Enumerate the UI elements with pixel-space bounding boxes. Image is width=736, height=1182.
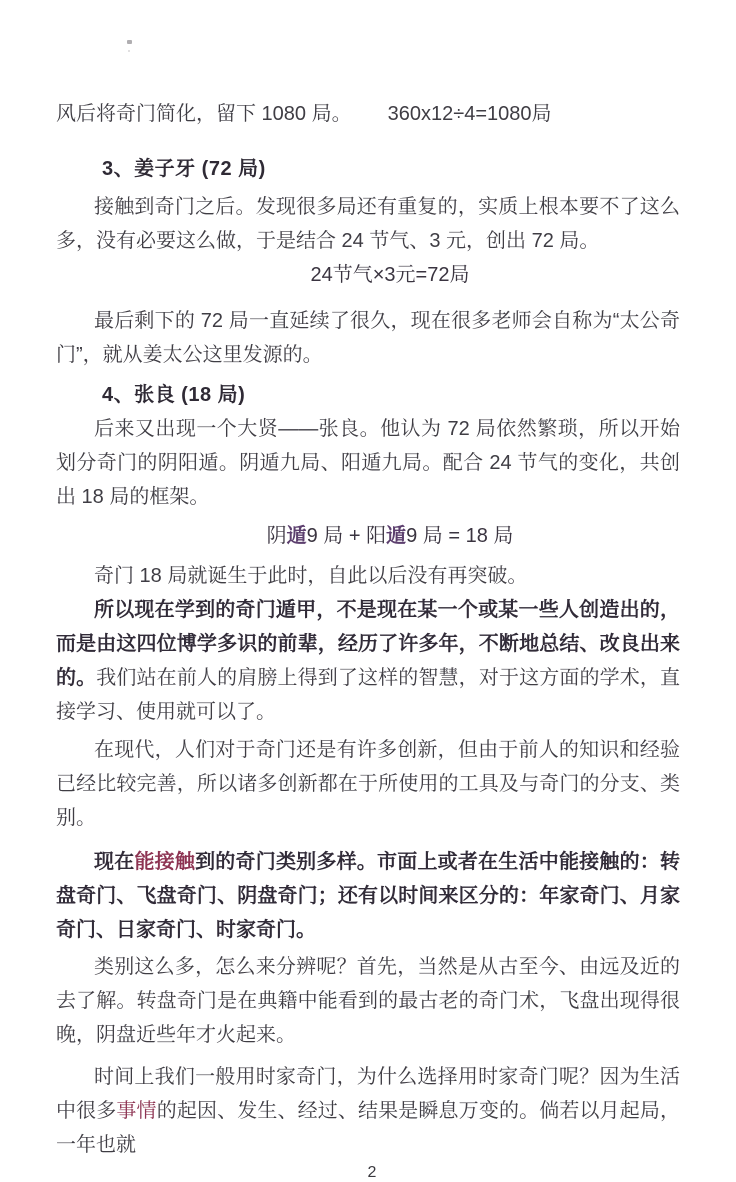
text-column bbox=[56, 0, 680, 1182]
time-segment-accent: 事情 bbox=[116, 1100, 157, 1122]
paragraph-jiangziya-intro: 接触到奇门之后。发现很多局还有重复的，实质上根本要不了这么多，没有必要这么做，于是结合 24 节气、3 元，创出 72 局。 bbox=[56, 196, 680, 252]
time-segment: 时间上我们一般用时家奇门，为什么选择用时家奇门呢？因为生活中很多 bbox=[56, 1066, 680, 1122]
categories-segment: 到的奇门类别多样。市面上或者在生活中能接触的：转盘奇门、飞盘奇门、阴盘奇门；还有以时间来区分的：年家奇门、月家奇门、日家奇门、时家奇门。 bbox=[56, 851, 681, 941]
section-heading-jiangziya: 3、姜子牙 (72 局) bbox=[102, 158, 266, 180]
paragraph-distinguish: 类别这么多，怎么来分辨呢？首先，当然是从古至今、由远及近的去了解。转盘奇门是在典籍中能看到的最古老的奇门术，飞盘出现得很晚，阴盘近些年才火起来。 bbox=[56, 956, 680, 1046]
paragraph-taigong: 最后剩下的 72 局一直延续了很久，现在很多老师会自称为“太公奇门”，就从姜太公这里发源的。 bbox=[56, 310, 680, 366]
paragraph-summary bbox=[56, 593, 680, 729]
intro-line bbox=[56, 97, 680, 131]
paragraph-18ju-birth: 奇门 18 局就诞生于此时，自此以后没有再突破。 bbox=[94, 565, 528, 587]
formula-1080: 360x12÷4=1080局 bbox=[387, 103, 552, 125]
summary-bold-text: 所以现在学到的奇门遁甲，不是现在某一个或某一些人创造出的，而是由这四位博学多识的前辈，经历了许多年，不断地总结、改良出来的。 bbox=[56, 599, 680, 689]
formula-72: 24节气×3元=72局 bbox=[310, 264, 470, 286]
paragraph-categories bbox=[56, 845, 680, 947]
formula-segment: 阴 bbox=[266, 525, 287, 547]
formula-18 bbox=[56, 519, 680, 553]
formula-segment: 9 局 + 阳 bbox=[306, 525, 387, 547]
formula-segment: 9 局 = 18 局 bbox=[406, 525, 514, 547]
formula-segment-dun: 遁 bbox=[386, 525, 407, 547]
formula-segment-dun: 遁 bbox=[286, 525, 307, 547]
paragraph-zhangliang-intro: 后来又出现一个大贤——张良。他认为 72 局依然繁琐，所以开始划分奇门的阴阳遁。阴遁九局、阳遁九局。配合 24 节气的变化，共创出 18 局的框架。 bbox=[56, 418, 680, 508]
paragraph-time-qimen bbox=[56, 1060, 680, 1162]
time-segment: 的起因、发生、经过、结果是瞬息万变的。倘若以月起局，一年也就 bbox=[56, 1100, 681, 1156]
paragraph-modern-innovation: 在现代，人们对于奇门还是有许多创新，但由于前人的知识和经验已经比较完善，所以诸多创新都在于所使用的工具及与奇门的分支、类别。 bbox=[56, 739, 680, 829]
categories-segment-accent: 能接触 bbox=[134, 851, 196, 873]
page-number: 2 bbox=[367, 1164, 377, 1181]
categories-segment: 现在 bbox=[94, 851, 135, 873]
summary-normal-text: 我们站在前人的肩膀上得到了这样的智慧，对于这方面的学术，直接学习、使用就可以了。 bbox=[56, 667, 681, 723]
intro-text: 风后将奇门简化，留下 1080 局。 bbox=[56, 103, 352, 125]
section-heading-zhangliang: 4、张良 (18 局) bbox=[102, 384, 246, 406]
